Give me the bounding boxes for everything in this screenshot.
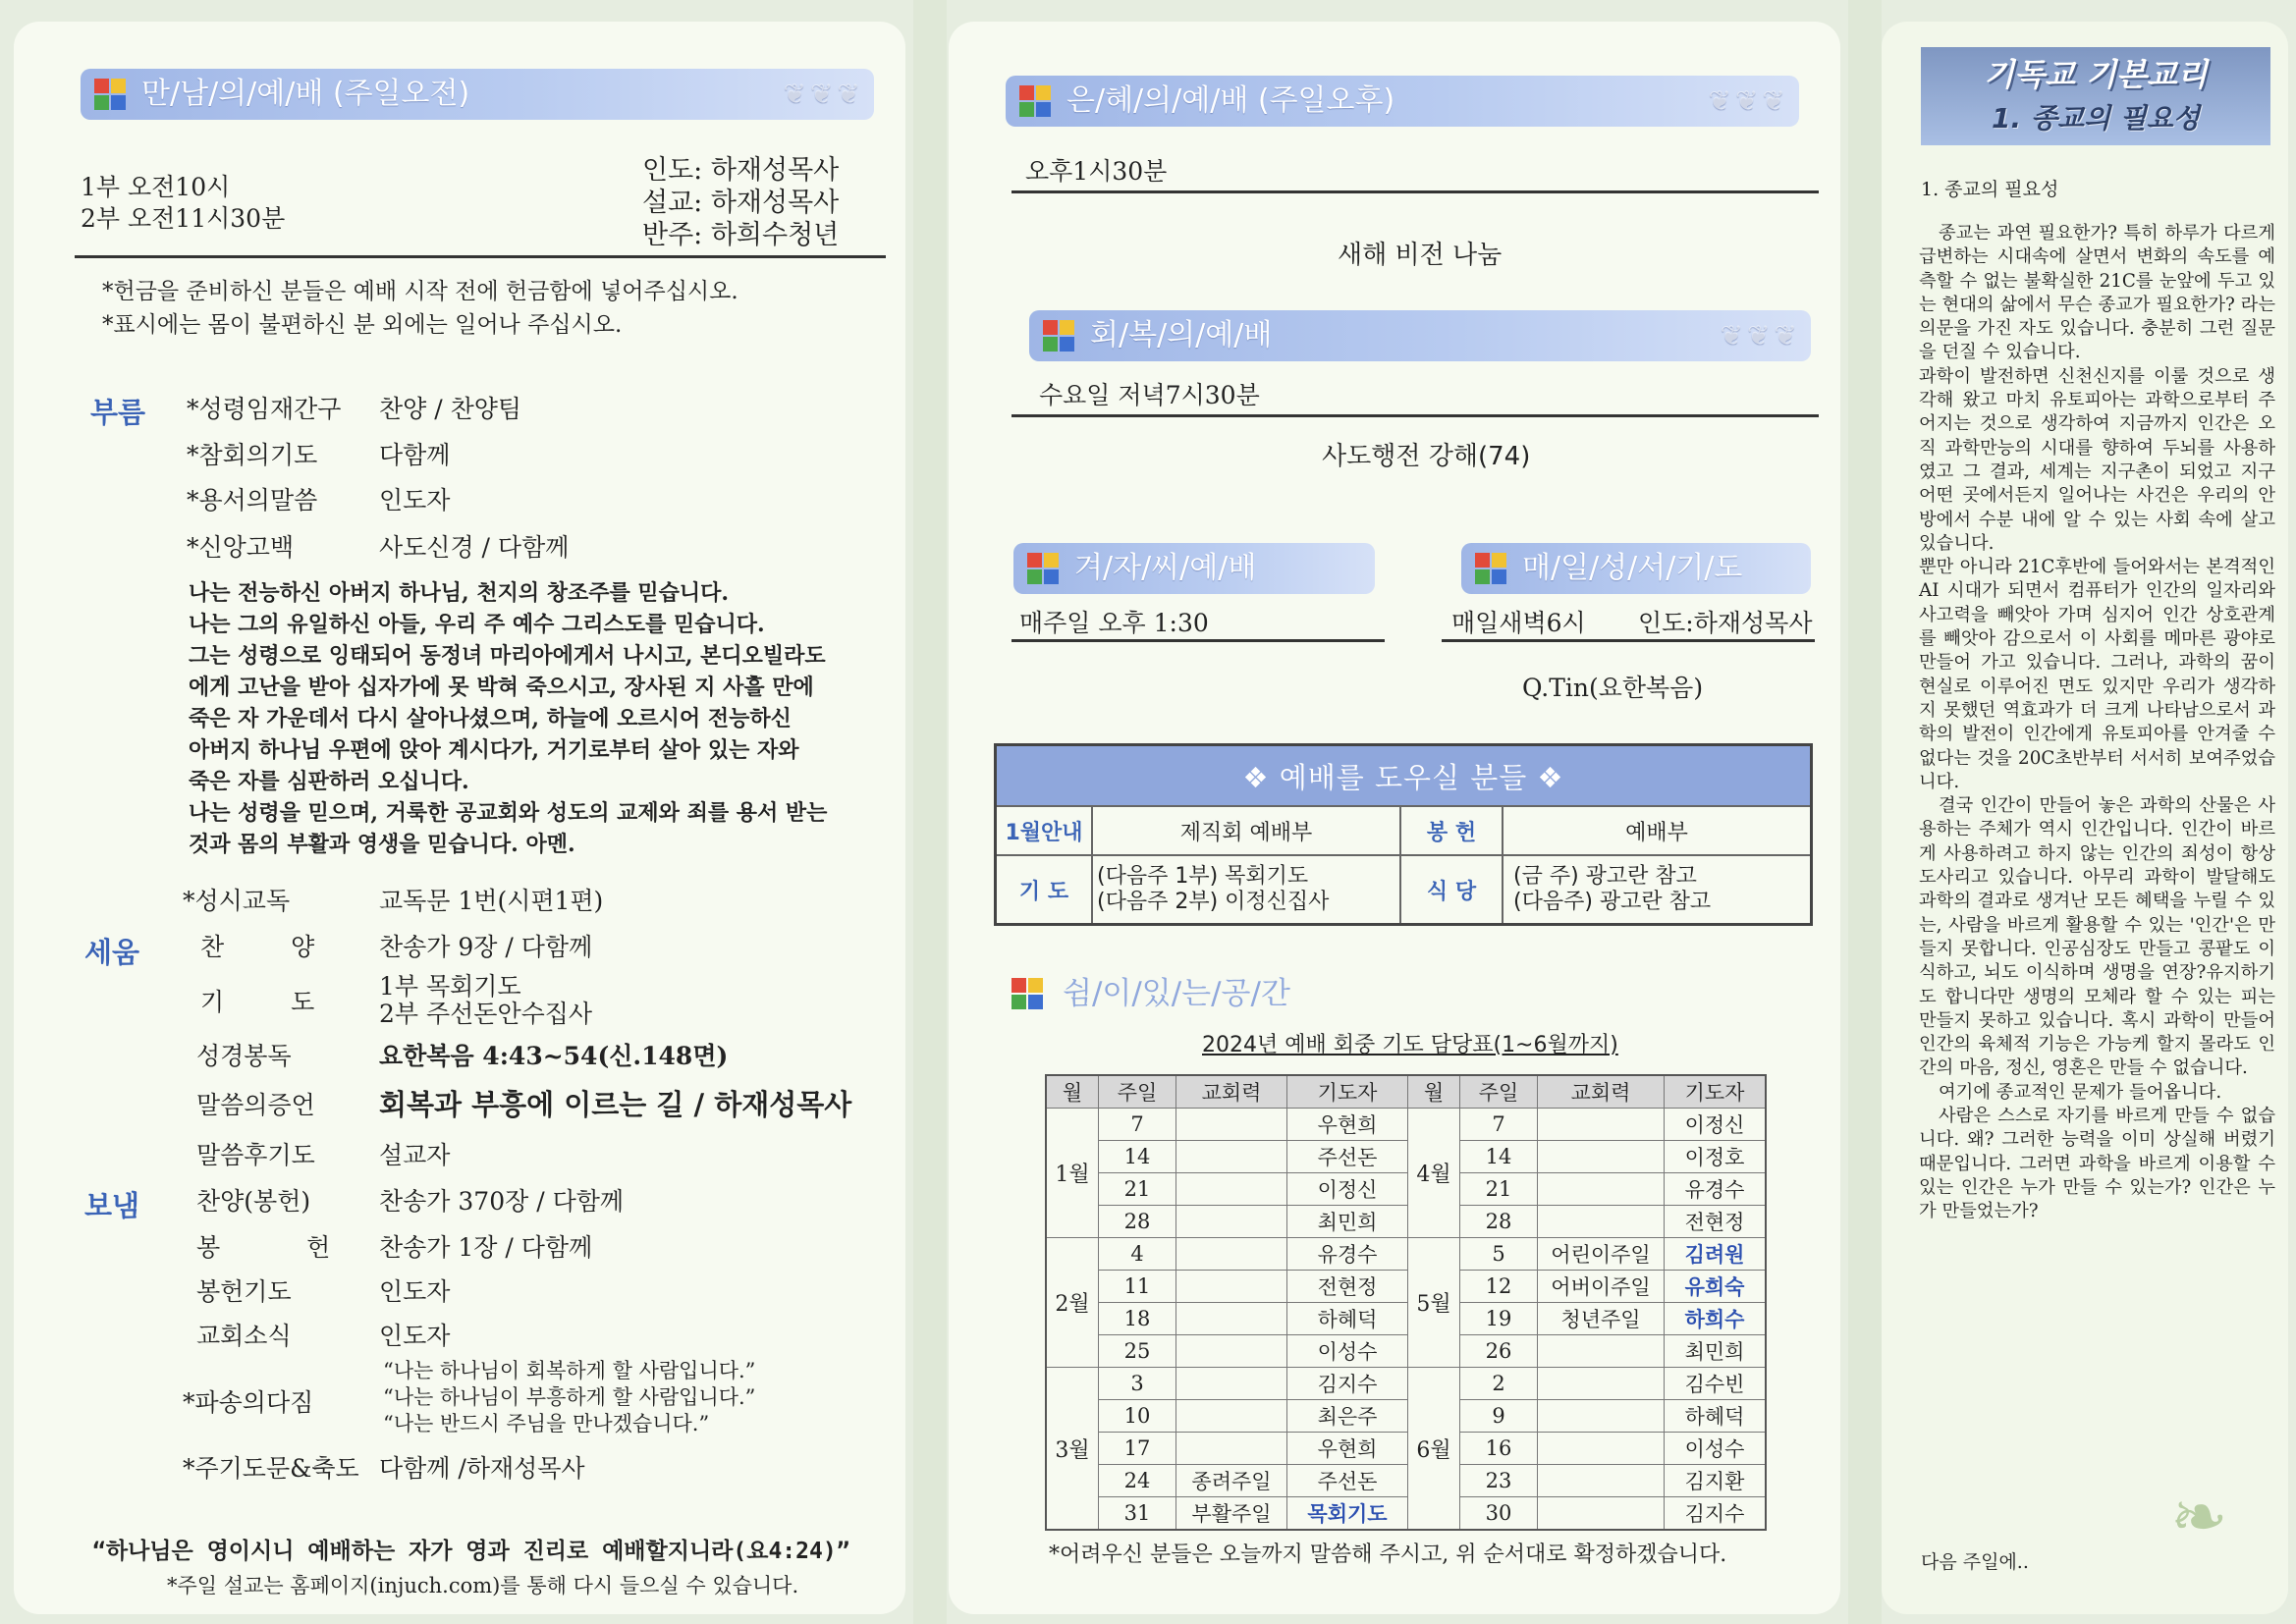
mustard-time: 매주일 오후 1:30: [1019, 609, 1209, 637]
order-desc: 요한복음 4:43~54(신.148면): [379, 1042, 729, 1070]
order-desc-3: “나는 반드시 주님을 만나겠습니다.”: [383, 1412, 710, 1435]
schedule-row: [1046, 1497, 1766, 1531]
prayer-person-cell: 전현정: [1287, 1271, 1408, 1303]
rest-space-title: 쉼/이/있/는/공/간: [1063, 976, 1290, 1011]
prayer-person-cell: 주선돈: [1287, 1141, 1408, 1173]
schedule-row: [1046, 1368, 1766, 1400]
sunday-cell: 21: [1460, 1173, 1538, 1206]
schedule-row: [1046, 1433, 1766, 1465]
col-sunday: 주일: [1460, 1075, 1538, 1109]
order-item: 찬 양: [200, 933, 345, 961]
prayer-person-cell: 김지수: [1287, 1368, 1408, 1400]
prayer-person-cell: 최민희: [1665, 1335, 1767, 1368]
sunday-cell: 11: [1099, 1271, 1176, 1303]
sunday-cell: 14: [1460, 1141, 1538, 1173]
order-desc: 사도신경 / 다함께: [379, 533, 570, 562]
doctrine-subtitle: 1. 종교의 필요성: [1992, 102, 2200, 135]
order-desc-2: “나는 하나님이 부흥하게 할 사람입니다.”: [383, 1385, 756, 1409]
sunday-cell: 16: [1460, 1433, 1538, 1465]
value-guide: 제직회 예배부: [1092, 806, 1400, 855]
prayer-person-cell: 유경수: [1287, 1238, 1408, 1271]
order-item: 교회소식: [196, 1322, 292, 1350]
sermon-title: 회복과 부흥에 이르는 길 / 하재성목사: [379, 1088, 852, 1121]
order-desc: 인도자: [379, 1277, 451, 1306]
month-cell: 3월: [1046, 1368, 1099, 1531]
grace-topic: 새해 비전 나눔: [1338, 241, 1503, 270]
grace-time: 오후1시30분: [1025, 157, 1168, 186]
calendar-cell: [1176, 1141, 1287, 1173]
order-desc: 인도자: [379, 1322, 451, 1350]
schedule-row: [1046, 1109, 1766, 1141]
prayer-person-cell: 하혜덕: [1287, 1303, 1408, 1335]
prayer-person-cell: 이정신: [1287, 1173, 1408, 1206]
service-time-1: 1부 오전10시: [81, 173, 231, 201]
order-item: 찬양(봉헌): [196, 1187, 311, 1216]
creed-line: 에게 고난을 받아 십자가에 못 박혀 죽으시고, 장사된 지 사흘 만에: [189, 675, 814, 700]
helpers-table: [994, 743, 1813, 926]
sermon-replay-note: *주일 설교는 홈페이지(injuch.com)를 통해 다시 들으실 수 있습니다.: [167, 1574, 799, 1597]
calendar-cell: [1176, 1335, 1287, 1368]
value-offering: 예배부: [1503, 806, 1812, 855]
creed-line: 나는 성령을 믿으며, 거룩한 공교회와 성도의 교제와 죄를 용서 받는: [189, 800, 828, 826]
prayer-person-cell: 우현희: [1287, 1109, 1408, 1141]
month-cell: 4월: [1408, 1109, 1460, 1238]
order-item: *신앙고백: [187, 533, 295, 562]
col-sunday: 주일: [1099, 1075, 1176, 1109]
creed-line: 아버지 하나님 우편에 앉아 계시다가, 거기로부터 살아 있는 자와: [189, 737, 799, 763]
article-paragraph: 과학이 발전하면 신천신지를 이룰 것으로 생각해 왔고 마치 유토피아는 과학으로부터 주어지는 것으로 생각하여 지금까지 인간은 오직 과학만능의 시대를 향하여 두뇌를 사용하였고 그 결과, 세계는 지구촌이 되었고 지구 어떤 곳에서든지 일어나는 사건은 우리의 안방에서 수분 내에 알 수 있는 사회 속에 살고 있습니다.: [1919, 365, 2275, 554]
morning-worship-header: [81, 69, 874, 120]
creed-line: 나는 그의 유일하신 아들, 우리 주 예수 그리스도를 믿습니다.: [189, 612, 765, 637]
scripture-verse: “하나님은 영이시니 예배하는 자가 영과 진리로 예배할지니라(요4:24)”: [92, 1539, 850, 1564]
divider: [1011, 639, 1385, 642]
calendar-cell: 부활주일: [1176, 1497, 1287, 1531]
vine-ornament-icon: ❦❦❦: [783, 78, 864, 110]
prayer-person-cell: 이성수: [1665, 1433, 1767, 1465]
mustard-worship-header: [1013, 543, 1375, 594]
article-paragraph: 결국 인간이 만들어 놓은 과학의 산물은 사용하는 주체가 역시 인간입니다. 인간이 바르게 사용하려고 하지 않는 인간의 죄성이 항상 도사리고 있습니다. 아무리 과학이 발달해도 과학의 결과로 생겨난 모든 혜택을 누릴 수 있는, 사람을 바르게 활용할 수 있는 '인간'은 만들지 못합니다. 인공심장도 만들고 콩팥도 이식하고, 뇌도 이식하며 생명을 연장?유지하기도 합니다만 생명의 모체라 할 수 있는 피는 만들지 못하고 있습니다. 혹시 과학이 만들어 인간의 육체적 기능은 가능케 할지 몰라도 인간의 마음, 정신, 영혼은 만들 수 없습니다.: [1919, 795, 2275, 1079]
sunday-cell: 28: [1460, 1206, 1538, 1238]
vine-ornament-icon: ❦❦❦: [1708, 84, 1789, 117]
article-closing: 다음 주일에..: [1921, 1551, 2029, 1573]
creed-line: 죽은 자 가운데서 다시 살아나셨으며, 하늘에 오르시어 전능하신: [189, 706, 792, 731]
sunday-cell: 2: [1460, 1368, 1538, 1400]
order-desc: 찬송가 1장 / 다함께: [379, 1233, 593, 1262]
value-dining: [1503, 855, 1812, 925]
recovery-worship-title: 회/복/의/예/배: [1090, 318, 1273, 352]
sunday-cell: 12: [1460, 1271, 1538, 1303]
divider: [1442, 639, 1815, 642]
col-month: 월: [1046, 1075, 1099, 1109]
grace-worship-title: 은/혜/의/예/배 (주일오후): [1066, 83, 1395, 118]
sunday-cell: 4: [1099, 1238, 1176, 1271]
prayer-person-cell: 하희수: [1665, 1303, 1767, 1335]
daily-qt-book: Q.Tin(요한복음): [1522, 674, 1704, 702]
creed-line: 나는 전능하신 아버지 하나님, 천지의 창조주를 믿습니다.: [189, 580, 730, 606]
quad-color-icon: [1019, 85, 1051, 117]
prayer-person-cell: 전현정: [1665, 1206, 1767, 1238]
label-dining: 식 당: [1400, 855, 1503, 925]
leader-worship: 인도: 하재성목사: [642, 155, 840, 186]
calendar-cell: 어버이주일: [1538, 1271, 1665, 1303]
article-body: [1919, 222, 2275, 1223]
calendar-cell: [1538, 1109, 1665, 1141]
month-cell: 1월: [1046, 1109, 1099, 1238]
sunday-cell: 17: [1099, 1433, 1176, 1465]
prayer-person-cell: 유경수: [1665, 1173, 1767, 1206]
schedule-row: [1046, 1335, 1766, 1368]
divider: [1011, 190, 1819, 193]
calendar-cell: [1538, 1433, 1665, 1465]
vine-ornament-icon: ❦❦❦: [1720, 319, 1801, 352]
schedule-row: [1046, 1206, 1766, 1238]
calendar-cell: [1538, 1497, 1665, 1531]
order-desc: 교독문 1번(시편1편): [379, 887, 604, 915]
col-calendar: 교회력: [1176, 1075, 1287, 1109]
label-offering: 봉 헌: [1400, 806, 1503, 855]
col-calendar: 교회력: [1538, 1075, 1665, 1109]
creed-line: 죽은 자를 심판하러 오십니다.: [189, 769, 469, 794]
schedule-row: [1046, 1465, 1766, 1497]
order-desc: 1부 목회기도: [379, 972, 521, 1001]
article-paragraph: 여기에 종교적인 문제가 들어옵니다.: [1939, 1081, 2222, 1103]
order-item: *용서의말씀: [187, 486, 318, 514]
sunday-cell: 23: [1460, 1465, 1538, 1497]
calendar-cell: 어린이주일: [1538, 1238, 1665, 1271]
order-item: *참회의기도: [187, 441, 318, 469]
leader-piano: 반주: 하희수청년: [642, 220, 840, 250]
sunday-cell: 28: [1099, 1206, 1176, 1238]
label-prayer: 기 도: [996, 855, 1093, 925]
creed-line: 그는 성령으로 잉태되어 동정녀 마리아에게서 나시고, 본디오빌라도: [189, 643, 826, 669]
calendar-cell: [1176, 1303, 1287, 1335]
order-desc: 찬양 / 찬양팀: [379, 395, 522, 423]
schedule-title: 2024년 예배 회중 기도 담당표(1~6월까지): [1202, 1033, 1618, 1057]
notice-standing: *표시에는 몸이 불편하신 분 외에는 일어나 주십시오.: [102, 312, 623, 338]
calendar-cell: [1538, 1368, 1665, 1400]
schedule-row: [1046, 1141, 1766, 1173]
sunday-cell: 31: [1099, 1497, 1176, 1531]
leaf-decoration-icon: ❧: [2170, 1477, 2228, 1557]
recovery-worship-header: [1029, 310, 1811, 361]
prayer-person-cell: 이정신: [1665, 1109, 1767, 1141]
sunday-cell: 5: [1460, 1238, 1538, 1271]
prayer-person-cell: 김려원: [1665, 1238, 1767, 1271]
quad-color-icon: [1475, 553, 1506, 584]
calendar-cell: [1176, 1109, 1287, 1141]
sunday-cell: 26: [1460, 1335, 1538, 1368]
order-desc: “나는 하나님이 회복하게 할 사람입니다.”: [383, 1359, 756, 1382]
schedule-header-row: [1046, 1075, 1766, 1109]
service-time-2: 2부 오전11시30분: [81, 204, 286, 233]
sunday-cell: 9: [1460, 1400, 1538, 1433]
calendar-cell: [1176, 1400, 1287, 1433]
grace-worship-header: [1006, 76, 1799, 127]
order-item: 말씀의증언: [196, 1091, 315, 1119]
calendar-cell: [1176, 1368, 1287, 1400]
daily-prayer-header: [1461, 543, 1811, 594]
month-cell: 2월: [1046, 1238, 1099, 1368]
daily-leader: 인도:하재성목사: [1638, 609, 1813, 637]
leader-sermon: 설교: 하재성목사: [642, 188, 840, 218]
col-month: 월: [1408, 1075, 1460, 1109]
schedule-note: *어려우신 분들은 오늘까지 말씀해 주시고, 위 순서대로 확정하겠습니다.: [1049, 1543, 1727, 1567]
order-desc: 다함께: [379, 441, 451, 469]
prayer-person-cell: 주선돈: [1287, 1465, 1408, 1497]
order-desc: 다함께 /하재성목사: [379, 1454, 585, 1483]
creed-line: 것과 몸의 부활과 영생을 믿습니다. 아멘.: [189, 832, 575, 857]
prayer-schedule-table: [1045, 1074, 1767, 1531]
sunday-cell: 3: [1099, 1368, 1176, 1400]
prayer-person-cell: 하혜덕: [1665, 1400, 1767, 1433]
label-guide: 1월안내: [996, 806, 1093, 855]
order-item: *주기도문&축도: [183, 1454, 359, 1483]
order-item: 기 도: [200, 988, 345, 1016]
section-call: 부름: [90, 396, 146, 429]
recovery-topic: 사도행전 강해(74): [1322, 442, 1531, 471]
prayer-person-cell: 김수빈: [1665, 1368, 1767, 1400]
sunday-cell: 10: [1099, 1400, 1176, 1433]
sunday-cell: 7: [1099, 1109, 1176, 1141]
sunday-cell: 25: [1099, 1335, 1176, 1368]
schedule-row: [1046, 1303, 1766, 1335]
prayer-person-cell: 최민희: [1287, 1206, 1408, 1238]
calendar-cell: [1538, 1400, 1665, 1433]
quad-color-icon: [1027, 553, 1059, 584]
mustard-worship-title: 겨/자/씨/예/배: [1074, 551, 1257, 585]
morning-worship-title: 만/남/의/예/배 (주일오전): [141, 77, 470, 111]
sunday-cell: 7: [1460, 1109, 1538, 1141]
order-item: *성령임재간구: [187, 395, 342, 423]
value-prayer: [1092, 855, 1400, 925]
prayer-person-cell: 이정호: [1665, 1141, 1767, 1173]
order-desc: 찬송가 9장 / 다함께: [379, 933, 593, 961]
calendar-cell: [1176, 1271, 1287, 1303]
prayer-person-cell: 유희숙: [1665, 1271, 1767, 1303]
calendar-cell: [1176, 1238, 1287, 1271]
calendar-cell: [1538, 1465, 1665, 1497]
calendar-cell: [1176, 1206, 1287, 1238]
prayer-person-cell: 김지수: [1665, 1497, 1767, 1531]
dining-line: (금 주) 광고란 참고: [1513, 864, 1697, 889]
quad-color-icon: [1011, 978, 1043, 1009]
sunday-cell: 21: [1099, 1173, 1176, 1206]
calendar-cell: [1538, 1141, 1665, 1173]
order-desc-2: 2부 주선돈안수집사: [379, 1000, 593, 1028]
order-desc: 설교자: [379, 1141, 451, 1169]
divider: [1011, 414, 1819, 417]
prayer-person-cell: 목회기도: [1287, 1497, 1408, 1531]
sunday-cell: 24: [1099, 1465, 1176, 1497]
calendar-cell: 종려주일: [1176, 1465, 1287, 1497]
article-heading: 1. 종교의 필요성: [1921, 179, 2059, 200]
sunday-cell: 30: [1460, 1497, 1538, 1531]
daily-time: 매일새벽6시: [1451, 609, 1586, 637]
dining-line: (다음주) 광고란 참고: [1513, 890, 1712, 914]
article-paragraph: 사람은 스스로 자기를 바르게 만들 수 없습니다. 왜? 그러한 능력을 이미 상실해 버렸기 때문입니다. 그러면 과학을 바르게 이용할 수 있는 인간은 누가 만들 수 있는가? 인간은 누가 만들었는가?: [1919, 1105, 2275, 1222]
prayer-line: (다음주 1부) 목회기도: [1097, 864, 1309, 889]
quad-color-icon: [1043, 320, 1074, 352]
quad-color-icon: [94, 79, 126, 110]
col-prayer: 기도자: [1665, 1075, 1767, 1109]
calendar-cell: 청년주일: [1538, 1303, 1665, 1335]
prayer-person-cell: 이성수: [1287, 1335, 1408, 1368]
sunday-cell: 18: [1099, 1303, 1176, 1335]
order-item: *성시교독: [183, 887, 291, 915]
schedule-row: [1046, 1238, 1766, 1271]
section-send: 보냄: [84, 1189, 140, 1222]
prayer-person-cell: 김지환: [1665, 1465, 1767, 1497]
calendar-cell: [1538, 1335, 1665, 1368]
schedule-row: [1046, 1400, 1766, 1433]
order-item: *파송의다짐: [183, 1388, 314, 1417]
daily-prayer-title: 매/일/성/서/기/도: [1522, 551, 1743, 585]
article-paragraph: 뿐만 아니라 21C후반에 들어와서는 본격적인 AI 시대가 되면서 컴퓨터가 인간의 일자리와 사고력을 빼앗아 가며 심지어 인간 상호관계를 빼앗아 감으로서 이 사회를 메마른 광야로 만들어 가고 있습니다. 그러나, 과학의 꿈이 현실로 이루어진 면도 있지만 우리가 생각하지 못했던 역효과가 더 크게 나타남으로서 과학의 발전이 인간에게 유토피아를 안겨줄 수 없다는 것을 20C초반부터 서서히 보여주었습니다.: [1919, 557, 2275, 792]
calendar-cell: [1538, 1173, 1665, 1206]
order-desc: 인도자: [379, 486, 451, 514]
article-paragraph: 종교는 과연 필요한가? 특히 하루가 다르게 급변하는 시대속에 살면서 변화의 속도를 예측할 수 없는 불확실한 21C를 눈앞에 두고 있는 현대의 삶에서 무슨 종교가 필요한가? 라는 의문을 가진 자도 있습니다. 충분히 그런 질문을 던질 수 있습니다.: [1919, 223, 2275, 363]
order-item: 말씀후기도: [196, 1141, 315, 1169]
apostles-creed: [189, 577, 866, 860]
calendar-cell: [1176, 1173, 1287, 1206]
order-item: 봉헌기도: [196, 1277, 292, 1306]
notice-offering: *헌금을 준비하신 분들은 예배 시작 전에 헌금함에 넣어주십시오.: [102, 279, 738, 304]
divider: [75, 255, 886, 258]
section-build: 세움: [84, 936, 140, 969]
schedule-row: [1046, 1271, 1766, 1303]
schedule-row: [1046, 1173, 1766, 1206]
recovery-time: 수요일 저녁7시30분: [1039, 381, 1260, 409]
prayer-person-cell: 최은주: [1287, 1400, 1408, 1433]
month-cell: 6월: [1408, 1368, 1460, 1531]
calendar-cell: [1176, 1433, 1287, 1465]
sunday-cell: 19: [1460, 1303, 1538, 1335]
col-prayer: 기도자: [1287, 1075, 1408, 1109]
month-cell: 5월: [1408, 1238, 1460, 1368]
prayer-line: (다음주 2부) 이정신집사: [1097, 890, 1330, 914]
order-item: 봉 헌: [196, 1233, 370, 1262]
page-fold: [1848, 0, 1882, 1624]
calendar-cell: [1538, 1206, 1665, 1238]
doctrine-title-box: [1921, 47, 2270, 145]
order-item: 성경봉독: [196, 1042, 292, 1070]
sunday-cell: 14: [1099, 1141, 1176, 1173]
prayer-person-cell: 우현희: [1287, 1433, 1408, 1465]
doctrine-title: 기독교 기본교리: [1984, 56, 2208, 93]
page-fold: [913, 0, 947, 1624]
rest-space-header: [1011, 974, 1290, 1013]
order-desc: 찬송가 370장 / 다함께: [379, 1187, 625, 1216]
helpers-caption: ❖ 예배를 도우실 분들 ❖: [996, 745, 1812, 807]
